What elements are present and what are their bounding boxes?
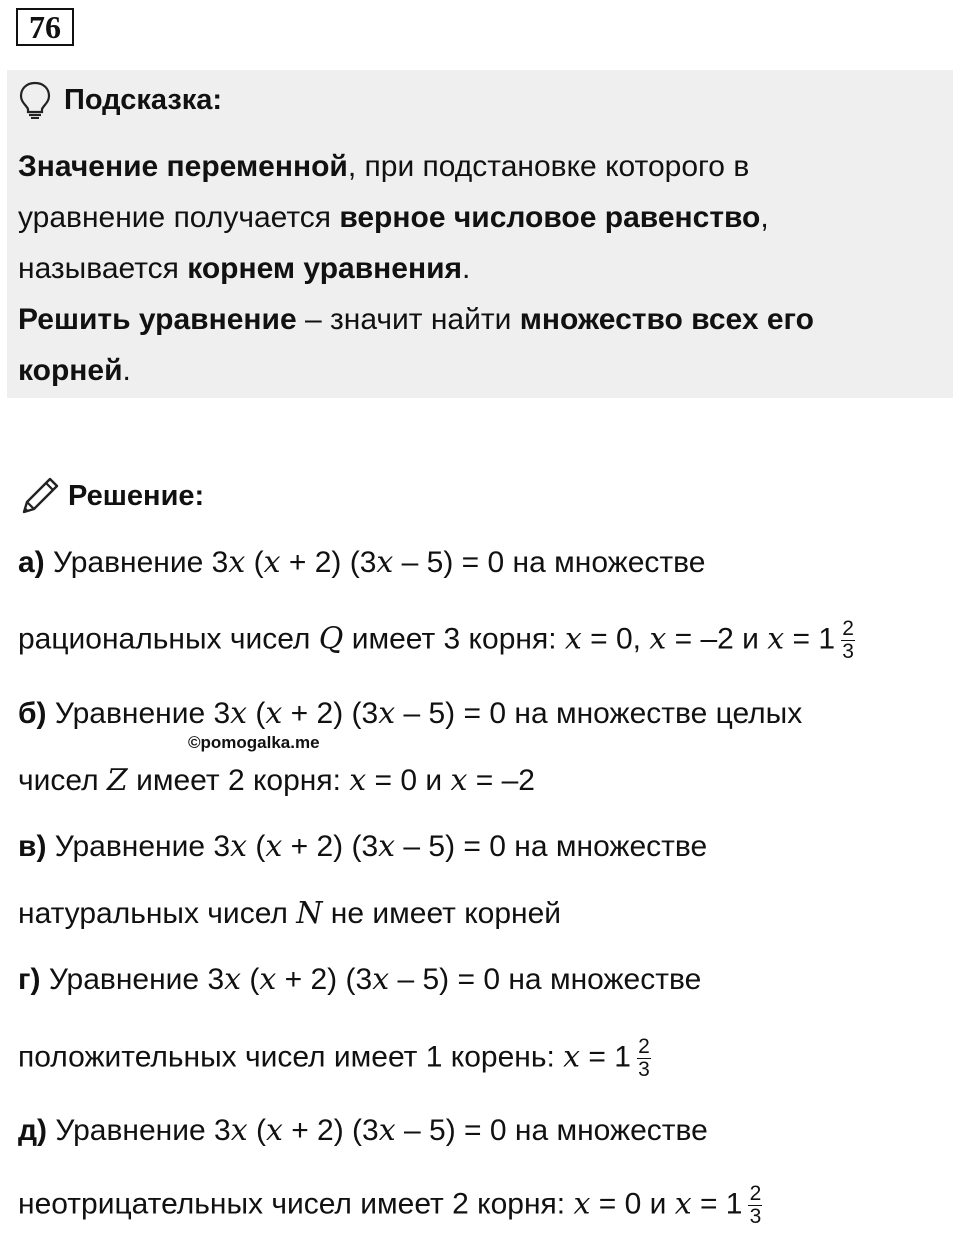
item-text: на множестве xyxy=(506,1114,708,1147)
hint-line-1 xyxy=(18,147,749,187)
item-text: = –2 xyxy=(467,764,535,797)
set-symbol: 𝑄 xyxy=(318,621,344,657)
item-text: неотрицательных чисел имеет 2 корня: xyxy=(18,1187,574,1221)
eq-part: – 5) = 0 xyxy=(395,1114,507,1147)
item-text: Уравнение xyxy=(44,546,212,579)
numerator: 2 xyxy=(749,1182,762,1205)
hint-bold: Решить уравнение xyxy=(18,303,297,336)
var-x: 𝑥 xyxy=(224,962,242,997)
fraction xyxy=(637,1036,651,1081)
fraction xyxy=(748,1183,762,1228)
hint-bold: корней xyxy=(18,354,123,387)
hint-text: . xyxy=(122,354,131,387)
denominator: 3 xyxy=(749,1205,762,1228)
hint-title-text: Подсказка: xyxy=(64,83,223,116)
item-a-line-1 xyxy=(18,543,705,583)
eq-part: ( xyxy=(247,830,266,863)
var-x: 𝑥 xyxy=(259,962,277,997)
hint-text: , xyxy=(760,201,769,234)
var-x: 𝑥 xyxy=(378,829,396,864)
eq-part: – 5) = 0 xyxy=(393,546,505,579)
var-x: 𝑥 xyxy=(372,962,390,997)
var-x: 𝑥 xyxy=(767,621,785,657)
var-x: 𝑥 xyxy=(265,829,283,864)
hint-text: – значит найти xyxy=(296,303,520,336)
var-x: 𝑥 xyxy=(573,1186,591,1222)
var-x: 𝑥 xyxy=(378,1113,396,1148)
item-d-line-2 xyxy=(18,1183,762,1228)
item-v-line-1 xyxy=(18,827,707,867)
eq-coef: 3 xyxy=(214,1114,231,1147)
var-x: 𝑥 xyxy=(450,763,468,798)
eq-part: ( xyxy=(245,546,264,579)
watermark: ©pomogalka.me xyxy=(188,733,320,752)
eq-part: + 2) (3 xyxy=(282,1114,379,1147)
item-text: имеет 3 корня: xyxy=(343,622,565,656)
item-a-line-2 xyxy=(18,618,855,663)
item-text: = 0, xyxy=(581,622,650,656)
eq-part: + 2) (3 xyxy=(276,963,373,996)
item-text: = 1 xyxy=(784,622,836,656)
hint-line-2 xyxy=(18,198,769,238)
var-x: 𝑥 xyxy=(228,545,246,580)
var-x: 𝑥 xyxy=(563,1039,581,1075)
item-text: рациональных чисел xyxy=(18,622,319,656)
item-text: на множестве xyxy=(505,830,708,863)
solution-title-text: Решение: xyxy=(68,479,205,512)
eq-coef: 3 xyxy=(213,697,231,730)
eq-part: + 2) (3 xyxy=(280,546,377,579)
hint-bold: верное числовое равенство xyxy=(339,201,761,234)
var-x: 𝑥 xyxy=(376,545,394,580)
var-x: 𝑥 xyxy=(230,1113,248,1148)
var-x: 𝑥 xyxy=(230,696,248,731)
item-text: на множестве целых xyxy=(506,697,803,730)
item-label: б) xyxy=(18,697,47,730)
eq-part: ( xyxy=(247,1114,266,1147)
item-text: чисел xyxy=(18,764,107,797)
item-text: Уравнение xyxy=(47,1114,214,1147)
item-d-line-1 xyxy=(18,1111,708,1151)
item-text: Уравнение xyxy=(40,963,208,996)
item-b-line-1 xyxy=(18,694,802,734)
item-text: Уравнение xyxy=(46,697,214,730)
var-x: 𝑥 xyxy=(378,696,396,731)
numerator: 2 xyxy=(842,617,854,640)
eq-part: + 2) (3 xyxy=(282,697,379,730)
var-x: 𝑥 xyxy=(230,829,247,864)
hint-text: . xyxy=(462,252,471,285)
item-text: на множестве xyxy=(504,546,706,579)
item-b-line-2 xyxy=(18,761,535,801)
item-label: в) xyxy=(18,830,47,863)
var-x: 𝑥 xyxy=(265,696,283,731)
item-label: а) xyxy=(18,546,45,579)
hint-line-3 xyxy=(18,249,470,289)
eq-coef: 3 xyxy=(213,830,231,863)
item-text: положительных чисел имеет 1 корень: xyxy=(18,1040,564,1074)
var-x: 𝑥 xyxy=(265,1113,283,1148)
eq-part: ( xyxy=(241,963,260,996)
set-symbol: 𝑁 xyxy=(296,896,323,931)
item-g-line-1 xyxy=(18,960,701,1000)
denominator: 3 xyxy=(842,640,854,663)
hint-text: уравнение получается xyxy=(18,201,340,234)
lightbulb-icon xyxy=(18,81,52,119)
item-text: = 0 и xyxy=(366,764,451,797)
item-text: = 0 и xyxy=(590,1187,675,1221)
eq-coef: 3 xyxy=(211,546,229,579)
item-label: д) xyxy=(18,1114,48,1147)
var-x: 𝑥 xyxy=(649,621,667,657)
solution-title xyxy=(18,474,204,518)
numerator: 2 xyxy=(638,1035,650,1058)
item-text: Уравнение xyxy=(46,830,214,863)
set-symbol: 𝑍 xyxy=(106,763,128,798)
var-x: 𝑥 xyxy=(263,545,281,580)
eq-part: – 5) = 0 xyxy=(389,963,501,996)
hint-bold: множество всех его xyxy=(519,303,814,336)
eq-part: + 2) (3 xyxy=(282,830,379,863)
hint-title xyxy=(18,80,222,120)
eq-part: – 5) = 0 xyxy=(395,830,506,863)
var-x: 𝑥 xyxy=(674,1186,692,1222)
item-text: не имеет корней xyxy=(322,897,562,930)
hint-text: , при подстановке которого в xyxy=(347,150,750,183)
task-number: 76 xyxy=(16,8,74,46)
item-g-line-2 xyxy=(18,1036,651,1081)
item-v-line-2 xyxy=(18,894,561,934)
item-text: = 1 xyxy=(691,1187,743,1221)
var-x: 𝑥 xyxy=(349,763,367,798)
hint-bold: Значение переменной xyxy=(18,150,348,183)
hint-line-5 xyxy=(18,351,131,391)
item-text: имеет 2 корня: xyxy=(127,764,350,797)
item-label: г) xyxy=(18,963,41,996)
denominator: 3 xyxy=(638,1058,650,1081)
var-x: 𝑥 xyxy=(564,621,582,657)
hint-line-4 xyxy=(18,300,814,340)
eq-part: ( xyxy=(247,697,266,730)
item-text: на множестве xyxy=(500,963,702,996)
item-text: = 1 xyxy=(580,1040,631,1074)
item-text: натуральных чисел xyxy=(18,897,297,930)
hint-text: называется xyxy=(18,252,188,285)
hint-bold: корнем уравнения xyxy=(187,252,463,285)
pencil-icon xyxy=(18,474,62,518)
eq-part: – 5) = 0 xyxy=(395,697,507,730)
item-text: = –2 и xyxy=(666,622,768,656)
fraction xyxy=(841,618,855,663)
eq-coef: 3 xyxy=(207,963,225,996)
